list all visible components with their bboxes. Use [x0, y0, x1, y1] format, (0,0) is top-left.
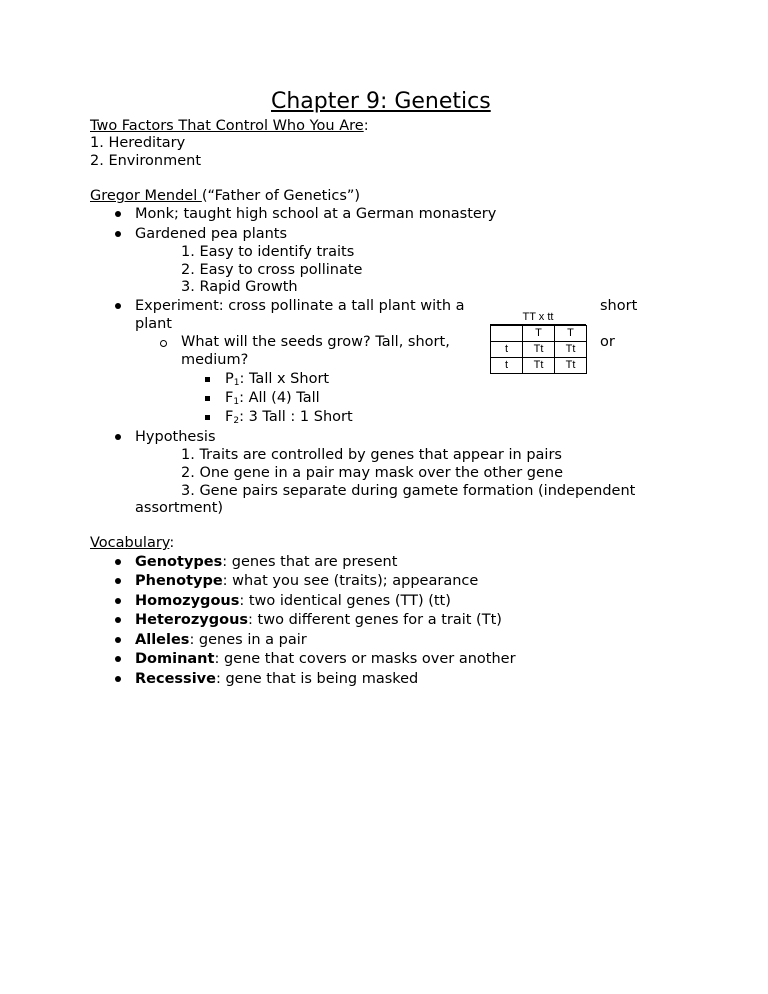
two-factors-heading — [90, 117, 369, 135]
vocab-term: Heterozygous — [135, 612, 249, 628]
experiment-text-c: plant — [135, 316, 172, 332]
vocab-def: : gene that covers or masks over another — [214, 651, 516, 667]
punnett-cell — [491, 326, 523, 342]
vocab-item — [135, 592, 451, 610]
punnett-cell: T — [555, 326, 587, 342]
generation-label: F — [225, 390, 234, 406]
vocab-term: Phenotype — [135, 573, 223, 589]
vocab-item — [135, 553, 397, 571]
punnett-grid — [490, 325, 587, 374]
vocab-item — [135, 572, 478, 590]
bullet-dot — [115, 598, 121, 604]
punnett-cell: Tt — [555, 342, 587, 358]
mendel-heading — [90, 187, 360, 205]
vocab-term: Genotypes — [135, 554, 223, 570]
pea-item: 3. Rapid Growth — [181, 279, 298, 295]
generation-text: : Tall x Short — [239, 371, 330, 387]
punnett-row — [491, 358, 587, 374]
punnett-cell: T — [523, 326, 555, 342]
bullet-dot — [115, 637, 121, 643]
punnett-cell: t — [491, 342, 523, 358]
vocab-def: : genes that are present — [222, 554, 398, 570]
vocab-def: : what you see (traits); appearance — [222, 573, 479, 589]
experiment-text-a: Experiment: cross pollinate a tall plant with a — [135, 298, 465, 314]
vocabulary-heading — [90, 534, 174, 552]
mendel-pea: Gardened pea plants — [135, 226, 288, 242]
vocab-def: : two different genes for a trait (Tt) — [248, 612, 502, 628]
generation-text: : All (4) Tall — [239, 390, 320, 406]
punnett-cell: Tt — [555, 358, 587, 374]
vocabulary-heading-text: Vocabulary — [90, 535, 170, 551]
page-title: Chapter 9: Genetics — [271, 89, 491, 114]
square-bullet — [205, 415, 210, 420]
bullet-dot — [115, 434, 121, 440]
generation-sub: 2 — [233, 416, 240, 426]
vocab-item — [135, 650, 516, 668]
bullet-dot — [115, 676, 121, 682]
vocab-term: Dominant — [135, 651, 215, 667]
vocab-def: : genes in a pair — [189, 632, 307, 648]
square-bullet — [205, 377, 210, 382]
hypothesis-heading: Hypothesis — [135, 429, 216, 445]
bullet-dot — [115, 617, 121, 623]
generation-f2 — [225, 408, 353, 426]
generation-sub: 1 — [233, 378, 240, 388]
mendel-monk: Monk; taught high school at a German monastery — [135, 206, 497, 222]
vocab-item — [135, 631, 307, 649]
punnett-cell: t — [491, 358, 523, 374]
vocab-def: : two identical genes (TT) (tt) — [239, 593, 451, 609]
mendel-subtitle: (“Father of Genetics”) — [201, 188, 361, 204]
bullet-dot — [115, 559, 121, 565]
hypothesis-continuation: assortment) — [135, 500, 224, 516]
generation-label: F — [225, 409, 234, 425]
punnett-header: TT x tt — [490, 310, 586, 325]
two-factors-colon: : — [363, 118, 369, 134]
question-text-b: or — [600, 334, 615, 350]
punnett-square — [490, 310, 588, 374]
two-factors-heading-text: Two Factors That Control Who You Are — [90, 118, 364, 134]
hypothesis-item: 1. Traits are controlled by genes that appear in pairs — [181, 447, 562, 463]
vocab-item — [135, 670, 418, 688]
punnett-row — [491, 326, 587, 342]
generation-text: : 3 Tall : 1 Short — [239, 409, 353, 425]
bullet-dot — [115, 303, 121, 309]
generation-f1 — [225, 389, 320, 407]
square-bullet — [205, 396, 210, 401]
vocabulary-colon: : — [169, 535, 175, 551]
punnett-cell: Tt — [523, 342, 555, 358]
generation-sub: 1 — [233, 397, 240, 407]
vocab-term: Homozygous — [135, 593, 240, 609]
bullet-dot — [115, 231, 121, 237]
vocab-term: Alleles — [135, 632, 190, 648]
hypothesis-item: 2. One gene in a pair may mask over the other gene — [181, 465, 564, 481]
pea-item: 2. Easy to cross pollinate — [181, 262, 363, 278]
factor-item: 1. Hereditary — [90, 135, 186, 151]
punnett-row — [491, 342, 587, 358]
question-text-a: What will the seeds grow? Tall, short, — [181, 334, 450, 350]
generation-p1 — [225, 370, 329, 388]
bullet-dot — [115, 656, 121, 662]
vocab-term: Recessive — [135, 671, 216, 687]
vocab-def: : gene that is being masked — [215, 671, 419, 687]
punnett-cell: Tt — [523, 358, 555, 374]
pea-item: 1. Easy to identify traits — [181, 244, 355, 260]
question-text-c: medium? — [181, 352, 249, 368]
sub-bullet-circle — [160, 340, 167, 347]
generation-label: P — [225, 371, 234, 387]
experiment-text-b: short — [600, 298, 638, 314]
bullet-dot — [115, 211, 121, 217]
vocab-item — [135, 611, 502, 629]
hypothesis-item: 3. Gene pairs separate during gamete formation (independent — [181, 483, 636, 499]
factor-item: 2. Environment — [90, 153, 202, 169]
bullet-dot — [115, 578, 121, 584]
mendel-name: Gregor Mendel — [90, 188, 202, 204]
